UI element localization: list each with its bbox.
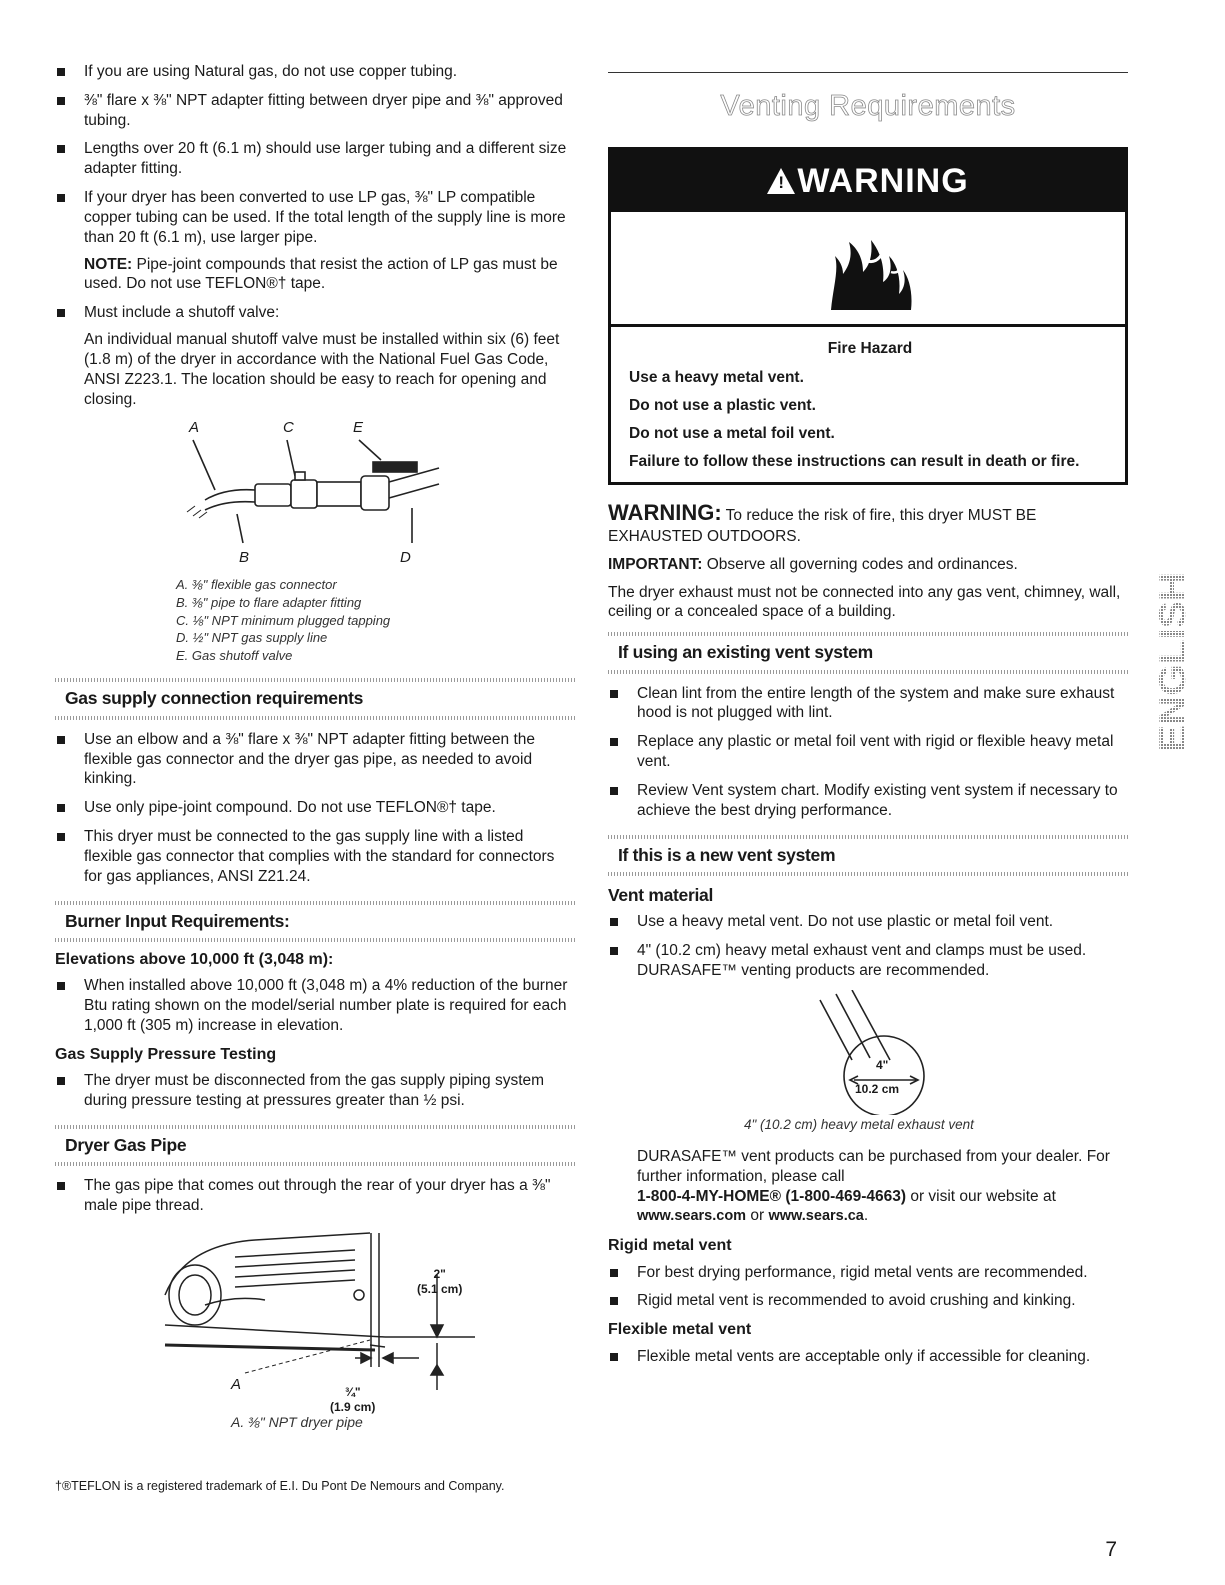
- dryer-pipe-figure: [55, 1225, 575, 1430]
- caption-line: A. ⅜" flexible gas connector: [176, 577, 337, 593]
- vent-material-list: [608, 912, 1128, 980]
- trademark-footnote: †®TEFLON is a registered trademark of E.I. Du Pont De Nemours and Company.: [55, 1479, 505, 1493]
- warning-line: Do not use a plastic vent.: [629, 397, 816, 415]
- warning-line: Use a heavy metal vent.: [629, 369, 804, 387]
- list-item: [55, 188, 575, 294]
- figure-letter-d: D: [400, 549, 411, 567]
- or-text: or: [746, 1207, 769, 1225]
- shutoff-text: An individual manual shutoff valve must be installed within six (6) feet (1.8 m) of the dryer in accordance with the National Fuel Gas Code, ANSI Z223.1. The location should be easy to reach for opening and closing.: [84, 331, 560, 408]
- elevation-list: [55, 976, 575, 1035]
- section-divider: [55, 716, 575, 720]
- important-statement: [608, 555, 1128, 575]
- subheading: Vent material: [608, 884, 714, 905]
- list-item: If you are using Natural gas, do not use copper tubing.: [55, 62, 575, 82]
- warning-box-text: [611, 327, 1125, 482]
- list-item: ⅜" flare x ⅜" NPT adapter fitting between dryer pipe and ⅜" approved tubing.: [55, 91, 575, 131]
- page-title: Venting Requirements: [720, 90, 1016, 122]
- important-text: Observe all governing codes and ordinances.: [702, 555, 1018, 573]
- lp-note: [84, 255, 575, 295]
- subheading: Flexible metal vent: [608, 1321, 752, 1339]
- warning-box: [608, 147, 1128, 485]
- language-tab-label: ENGLISH: [1155, 587, 1193, 752]
- language-tab: [1155, 566, 1193, 762]
- visit-text: or visit our website at: [906, 1187, 1056, 1205]
- fire-hazard-icon: [813, 212, 923, 322]
- gas-supply-section: [55, 678, 575, 886]
- new-vent-section: [608, 835, 1128, 1227]
- vent-caption: 4" (10.2 cm) heavy metal exhaust vent: [744, 1116, 974, 1132]
- caption-line: D. ½" NPT gas supply line: [176, 630, 328, 646]
- dryer-gas-pipe-section: [55, 1125, 575, 1430]
- page-number: 7: [1105, 1538, 1117, 1561]
- list-item: [55, 303, 575, 409]
- vent-dim-metric-label: 10.2 cm: [855, 1081, 900, 1096]
- rigid-vent-list: [608, 1263, 1128, 1312]
- section-heading: If this is a new vent system: [618, 844, 836, 865]
- existing-vent-list: [608, 684, 1128, 821]
- figure-letter-e: E: [353, 419, 364, 437]
- top-rule: [608, 72, 1128, 73]
- caption-line: E. Gas shutoff valve: [176, 648, 293, 664]
- warning-banner: [611, 150, 1125, 212]
- period-text: .: [863, 1207, 869, 1225]
- caption-line: B. ⅜" pipe to flare adapter fitting: [176, 595, 362, 611]
- hazard-title: Fire Hazard: [827, 339, 913, 357]
- list-item: The dryer must be disconnected from the gas supply piping system during pressure testing at pressures greater than ½ psi.: [55, 1071, 575, 1111]
- list-item: Use a heavy metal vent. Do not use plastic or metal foil vent.: [608, 912, 1128, 932]
- figure-caption: [176, 576, 390, 664]
- vent-dim-label: 4": [876, 1057, 889, 1072]
- list-item: Clean lint from the entire length of the system and make sure exhaust hood is not plugged with lint.: [608, 684, 1128, 724]
- flexible-vent-section: [608, 1320, 1128, 1366]
- warning-banner-text: WARNING: [797, 162, 969, 201]
- section-heading: Burner Input Requirements:: [65, 910, 290, 931]
- burner-section: [55, 901, 575, 1111]
- list-item: Flexible metal vents are acceptable only if accessible for cleaning.: [608, 1347, 1128, 1367]
- section-divider: [55, 1162, 575, 1166]
- dim-metric: (1.9 cm): [330, 1399, 376, 1414]
- list-item: Use only pipe-joint compound. Do not use TEFLON®† tape.: [55, 798, 575, 818]
- subheading: Gas Supply Pressure Testing: [55, 1045, 277, 1063]
- right-column: [608, 72, 1128, 1376]
- warning-line: Do not use a metal foil vent.: [629, 425, 835, 443]
- list-item: This dryer must be connected to the gas supply line with a listed flexible gas connector that complies with the standard for connectors for gas appliances, ANSI Z21.24.: [55, 827, 575, 886]
- dim-value: 2": [433, 1267, 446, 1282]
- language-tab-graphic: [1155, 566, 1193, 762]
- warning-text: To reduce the risk of fire, this dryer MUST BE EXHAUSTED OUTDOORS.: [608, 506, 1037, 545]
- subheading: Rigid metal vent: [608, 1237, 732, 1255]
- exhaust-text: The dryer exhaust must not be connected into any gas vent, chimney, wall, ceiling or a concealed space of a building.: [608, 583, 1121, 621]
- vent-figure: [608, 990, 1128, 1135]
- list-item: Lengths over 20 ft (6.1 m) should use larger tubing and a different size adapter fitting.: [55, 139, 575, 179]
- important-label: IMPORTANT:: [608, 555, 703, 573]
- existing-vent-section: [608, 632, 1128, 820]
- list-item: 4" (10.2 cm) heavy metal exhaust vent and clamps must be used. DURASAFE™ venting products are recommended.: [608, 941, 1128, 981]
- subheading: Elevations above 10,000 ft (3,048 m):: [55, 951, 334, 968]
- section-heading: Dryer Gas Pipe: [65, 1135, 187, 1156]
- note-text: Pipe-joint compounds that resist the action of LP gas must be used. Do not use TEFLON®† tape.: [84, 255, 558, 293]
- warning-line: Failure to follow these instructions can result in death or fire.: [629, 452, 1080, 470]
- figure-letter-a: A: [189, 419, 200, 437]
- dryer-pipe-illustration: [55, 1225, 575, 1395]
- flexible-vent-list: [608, 1347, 1128, 1367]
- section-divider: [608, 872, 1128, 876]
- warning-label: WARNING:: [608, 499, 722, 525]
- list-item: Replace any plastic or metal foil vent with rigid or flexible heavy metal vent.: [608, 732, 1128, 772]
- pressure-list: [55, 1071, 575, 1111]
- dim-value: ¾": [344, 1385, 361, 1400]
- gas-tubing-list: [55, 62, 575, 409]
- list-item: Use an elbow and a ⅜" flare x ⅜" NPT adapter fitting between the flexible gas connector and the dryer gas pipe, as needed to avoid kinking.: [55, 730, 575, 789]
- fire-icon-row: [611, 212, 1125, 327]
- dimension-label: [417, 1267, 462, 1296]
- section-divider: [608, 670, 1128, 674]
- website-link[interactable]: www.sears.com: [637, 1208, 747, 1225]
- durasafe-info: [608, 1147, 1128, 1226]
- figure-caption: A. ⅜" NPT dryer pipe: [231, 1414, 363, 1431]
- list-item: Review Vent system chart. Modify existing vent system if necessary to achieve the best drying performance.: [608, 781, 1128, 821]
- section-heading: Gas supply connection requirements: [65, 688, 364, 709]
- gas-connector-figure: [55, 418, 575, 678]
- dimension-label: [330, 1385, 375, 1414]
- left-column: [55, 62, 575, 1430]
- dryer-pipe-list: [55, 1176, 575, 1216]
- list-item: The gas pipe that comes out through the rear of your dryer has a ⅜" male pipe thread.: [55, 1176, 575, 1216]
- note-label: NOTE:: [84, 255, 133, 273]
- rigid-vent-section: [608, 1236, 1128, 1311]
- phone-number: 1-800-4-MY-HOME® (1-800-469-4663): [637, 1187, 907, 1205]
- durasafe-text: DURASAFE™ vent products can be purchased from your dealer. For further information, please call: [637, 1147, 1110, 1185]
- list-item-text: Must include a shutoff valve:: [84, 304, 280, 322]
- figure-letter-c: C: [283, 419, 294, 437]
- gas-connector-illustration: [55, 418, 575, 568]
- list-item: Rigid metal vent is recommended to avoid crushing and kinking.: [608, 1291, 1128, 1311]
- figure-letter-b: B: [239, 549, 250, 567]
- website-link[interactable]: www.sears.ca: [768, 1208, 864, 1225]
- section-heading: If using an existing vent system: [618, 642, 873, 663]
- dim-metric: (5.1 cm): [417, 1281, 463, 1296]
- warning-triangle-icon: !: [767, 168, 795, 194]
- figure-letter-a: A: [231, 1376, 242, 1394]
- section-divider: [55, 938, 575, 942]
- list-item-text: If your dryer has been converted to use LP gas, ⅜" LP compatible copper tubing can be used. If the total length of the supply line is more than 20 ft (6.1 m), use larger pipe.: [84, 189, 566, 246]
- caption-line: C. ⅛" NPT minimum plugged tapping: [176, 612, 391, 628]
- list-item: When installed above 10,000 ft (3,048 m) a 4% reduction of the burner Btu rating shown on the model/serial number plate is required for each 1,000 ft (305 m) increase in elevation.: [55, 976, 575, 1035]
- gas-supply-list: [55, 730, 575, 887]
- warning-statement: [608, 499, 1128, 547]
- list-item: For best drying performance, rigid metal vents are recommended.: [608, 1263, 1128, 1283]
